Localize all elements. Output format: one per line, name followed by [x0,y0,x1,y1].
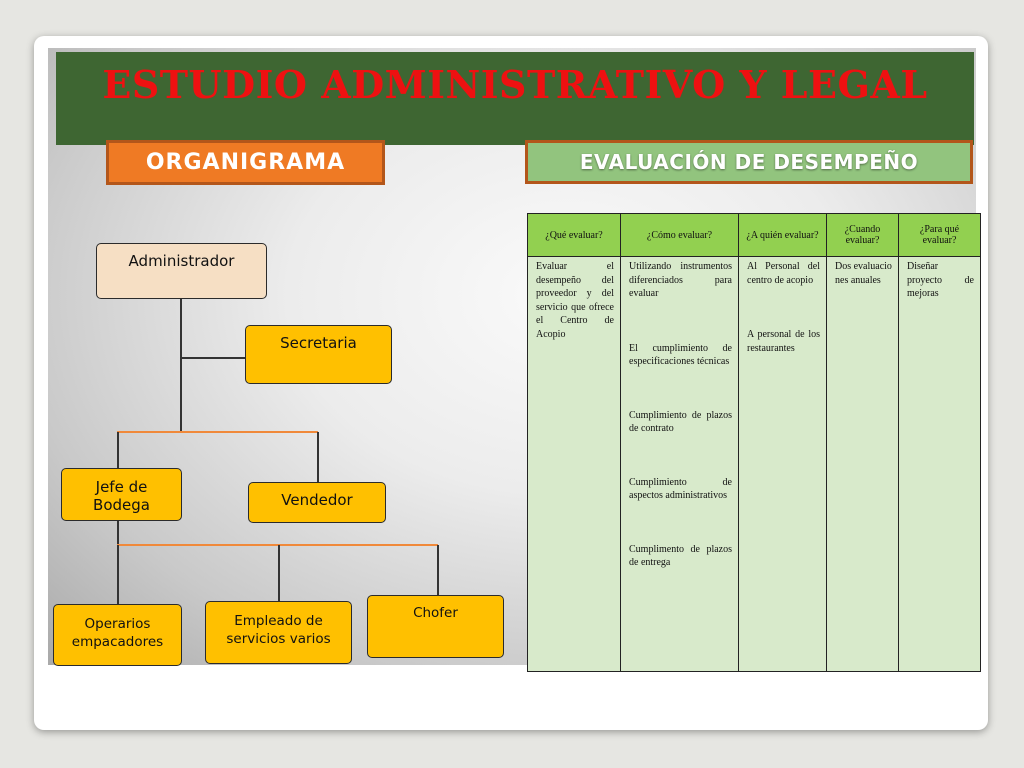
connector-chofer-vertical [437,545,439,596]
connector-admin-vertical [180,298,182,432]
org-node-secretaria: Secretaria [245,325,392,384]
header-que-evaluar: ¿Qué evaluar? [528,214,621,257]
que-text: Evaluar el desempeño del proveedor y del servicio que ofrece el Centro de Acopio [536,261,614,340]
connector-empleado-vertical [278,545,280,602]
header-para-que-evaluar: ¿Para qué evaluar? [899,214,981,257]
org-node-vendedor: Vendedor [248,482,386,523]
para-text: Diseñar proyecto de mejoras [907,261,974,299]
org-node-empleado: Empleado de servicios varios [205,601,352,664]
org-node-chofer: Chofer [367,595,504,658]
header-cuando-evaluar: ¿Cuando evaluar? [827,214,899,257]
connector-secretaria [181,357,246,359]
organigrama-heading: ORGANIGRAMA [106,140,385,185]
cuando-text: Dos evaluaciones anuales [835,261,892,286]
como-item: Utilizando instrumentos diferenciados para evaluar [629,261,732,299]
cell-cuando-evaluar [827,257,899,672]
table-header-row [528,214,981,257]
quien-item: A personal de los restaurantes [747,329,820,354]
slide-title: ESTUDIO ADMINISTRATIVO Y LEGAL [102,62,928,107]
cell-a-quien-evaluar [739,257,827,672]
quien-item: Al Personal del centro de acopio [747,261,820,286]
como-item: El cumplimiento de especificaciones técnicas [629,342,732,367]
header-a-quien-evaluar: ¿A quién evaluar? [739,214,827,257]
cell-para-que-evaluar [899,257,981,672]
connector-jefe-vertical [117,432,119,469]
como-item: Cumplimiento de plazos de contrato [629,409,732,434]
como-item: Cumplimento de plazos de entrega [629,543,732,568]
table-row [528,257,981,672]
header-como-evaluar: ¿Cómo evaluar? [621,214,739,257]
connector-vendedor-vertical [317,432,319,483]
evaluation-table [527,213,981,672]
connector-level2-horizontal [117,431,318,433]
cell-como-evaluar [621,257,739,672]
evaluacion-heading: EVALUACIÓN DE DESEMPEÑO [525,140,973,184]
org-node-operarios: Operarios empacadores [53,604,182,666]
org-node-administrador: Administrador [96,243,267,299]
connector-jefe-down [117,520,119,545]
como-item: Cumplimiento de aspectos administrativos [629,476,732,501]
cell-que-evaluar [528,257,621,672]
connector-operarios-vertical [117,545,119,605]
org-node-jefe-bodega: Jefe de Bodega [61,468,182,521]
